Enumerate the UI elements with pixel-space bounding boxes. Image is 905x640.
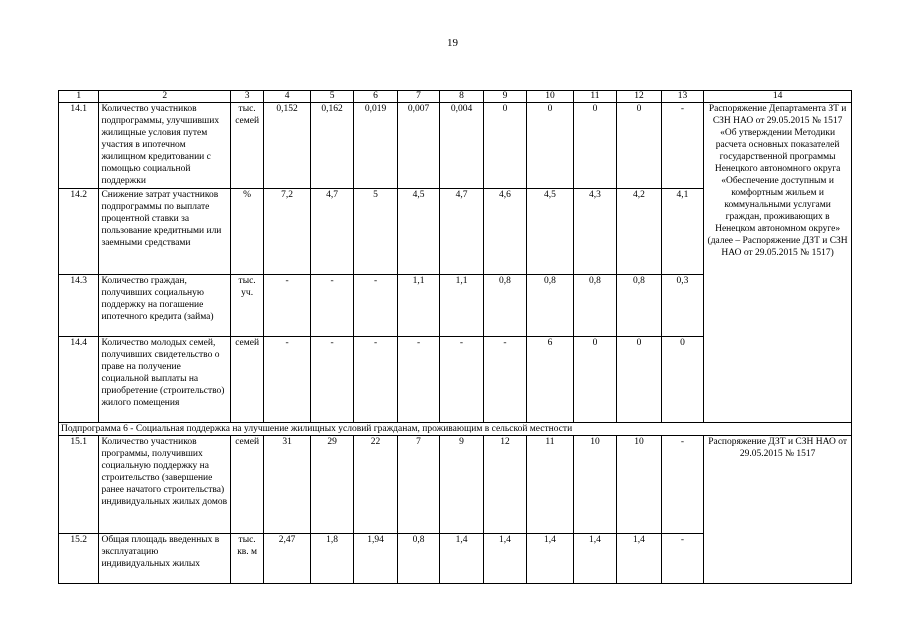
value-cell: 5 (354, 189, 397, 275)
header-cell: 5 (310, 91, 353, 103)
unit-cell: тыс. семей (230, 103, 263, 189)
source-document-cell: Распоряжение ДЗТ и СЗН НАО от 29.05.2015 № 1517 (704, 436, 852, 584)
value-cell: 0,8 (527, 275, 574, 337)
value-cell: - (264, 275, 311, 337)
value-cell: - (310, 337, 353, 423)
value-cell: 4,5 (397, 189, 439, 275)
indicators-table (58, 90, 852, 584)
header-cell: 12 (617, 91, 662, 103)
indicator-name: Общая площадь введенных в эксплуатацию индивидуальных жилых (99, 534, 230, 584)
value-cell: - (483, 337, 526, 423)
value-cell: - (354, 337, 397, 423)
header-cell: 1 (59, 91, 99, 103)
value-cell: 11 (527, 436, 574, 534)
value-cell: - (354, 275, 397, 337)
value-cell: - (661, 436, 703, 534)
header-cell: 13 (661, 91, 703, 103)
unit-cell: тыс. кв. м (230, 534, 263, 584)
value-cell: 4,5 (527, 189, 574, 275)
value-cell: 4,7 (310, 189, 353, 275)
value-cell: 1,4 (527, 534, 574, 584)
unit-cell: % (230, 189, 263, 275)
source-document-cell: Распоряжение Департамента ЗТ и СЗН НАО от 29.05.2015 № 1517 «Об утверждении Методики расчета основных показателей государственной программы Ненецкого автономного округа «Обеспечение доступным и комфортным жильем и коммунальными услугами граждан, проживающих в Ненецком автономном округе» (далее – Распоряжение ДЗТ и СЗН НАО от 29.05.2015 № 1517) (704, 103, 852, 423)
header-cell: 14 (704, 91, 852, 103)
value-cell: 0,3 (661, 275, 703, 337)
table-row (59, 436, 852, 534)
value-cell: 1,4 (440, 534, 483, 584)
value-cell: 2,47 (264, 534, 311, 584)
value-cell: 7 (397, 436, 439, 534)
value-cell: 0,8 (617, 275, 662, 337)
header-cell: 4 (264, 91, 311, 103)
value-cell: 0,004 (440, 103, 483, 189)
header-cell: 6 (354, 91, 397, 103)
unit-cell: семей (230, 436, 263, 534)
value-cell: 0,019 (354, 103, 397, 189)
indicator-name: Количество молодых семей, получивших свидетельство о праве на получение социальной выплаты на приобретение (строительство) жилого помещения (99, 337, 230, 423)
header-row (59, 91, 852, 103)
value-cell: 12 (483, 436, 526, 534)
unit-cell: тыс. уч. (230, 275, 263, 337)
value-cell: 1,4 (573, 534, 616, 584)
row-number: 14.1 (59, 103, 99, 189)
header-cell: 11 (573, 91, 616, 103)
page-number: 19 (447, 37, 458, 49)
value-cell: 22 (354, 436, 397, 534)
header-cell: 10 (527, 91, 574, 103)
value-cell: 1,1 (397, 275, 439, 337)
row-number: 15.2 (59, 534, 99, 584)
value-cell: 0 (573, 103, 616, 189)
value-cell: 1,8 (310, 534, 353, 584)
header-cell: 9 (483, 91, 526, 103)
row-number: 14.3 (59, 275, 99, 337)
indicator-name: Количество участников программы, получивших социальную поддержку на строительство (завершение ранее начатого строительства) индивидуальных жилых домов (99, 436, 230, 534)
header-cell: 2 (99, 91, 230, 103)
value-cell: 9 (440, 436, 483, 534)
value-cell: 6 (527, 337, 574, 423)
value-cell: 31 (264, 436, 311, 534)
header-cell: 8 (440, 91, 483, 103)
header-cell: 3 (230, 91, 263, 103)
value-cell: 0,8 (483, 275, 526, 337)
value-cell: 0 (617, 103, 662, 189)
value-cell: 0,162 (310, 103, 353, 189)
value-cell: - (397, 337, 439, 423)
indicator-name: Количество участников подпрограммы, улучшивших жилищные условия путем участия в ипотечном жилищном кредитовании с помощью социальной поддержки (99, 103, 230, 189)
value-cell: - (264, 337, 311, 423)
value-cell: 1,1 (440, 275, 483, 337)
value-cell: 0,8 (573, 275, 616, 337)
value-cell: 1,94 (354, 534, 397, 584)
row-number: 14.2 (59, 189, 99, 275)
value-cell: - (310, 275, 353, 337)
row-number: 14.4 (59, 337, 99, 423)
value-cell: 7,2 (264, 189, 311, 275)
value-cell: 10 (573, 436, 616, 534)
value-cell: 4,1 (661, 189, 703, 275)
value-cell: 1,4 (483, 534, 526, 584)
section-title: Подпрограмма 6 - Социальная поддержка на улучшение жилищных условий гражданам, проживающим в сельской местности (59, 423, 852, 436)
value-cell: - (661, 103, 703, 189)
value-cell: 1,4 (617, 534, 662, 584)
unit-cell: семей (230, 337, 263, 423)
value-cell: - (440, 337, 483, 423)
value-cell: 0 (617, 337, 662, 423)
header-cell: 7 (397, 91, 439, 103)
value-cell: 0 (661, 337, 703, 423)
value-cell: 4,7 (440, 189, 483, 275)
section-row (59, 423, 852, 436)
table-row (59, 103, 852, 189)
indicator-name: Снижение затрат участников подпрограммы по выплате процентной ставки за пользование кредитными или заемными средствами (99, 189, 230, 275)
value-cell: 4,6 (483, 189, 526, 275)
value-cell: 0,8 (397, 534, 439, 584)
indicator-name: Количество граждан, получивших социальную поддержку на погашение ипотечного кредита (займа) (99, 275, 230, 337)
value-cell: 4,2 (617, 189, 662, 275)
row-number: 15.1 (59, 436, 99, 534)
value-cell: 0,152 (264, 103, 311, 189)
value-cell: 10 (617, 436, 662, 534)
value-cell: 0 (527, 103, 574, 189)
value-cell: 4,3 (573, 189, 616, 275)
value-cell: - (661, 534, 703, 584)
value-cell: 0 (483, 103, 526, 189)
value-cell: 29 (310, 436, 353, 534)
value-cell: 0 (573, 337, 616, 423)
value-cell: 0,007 (397, 103, 439, 189)
